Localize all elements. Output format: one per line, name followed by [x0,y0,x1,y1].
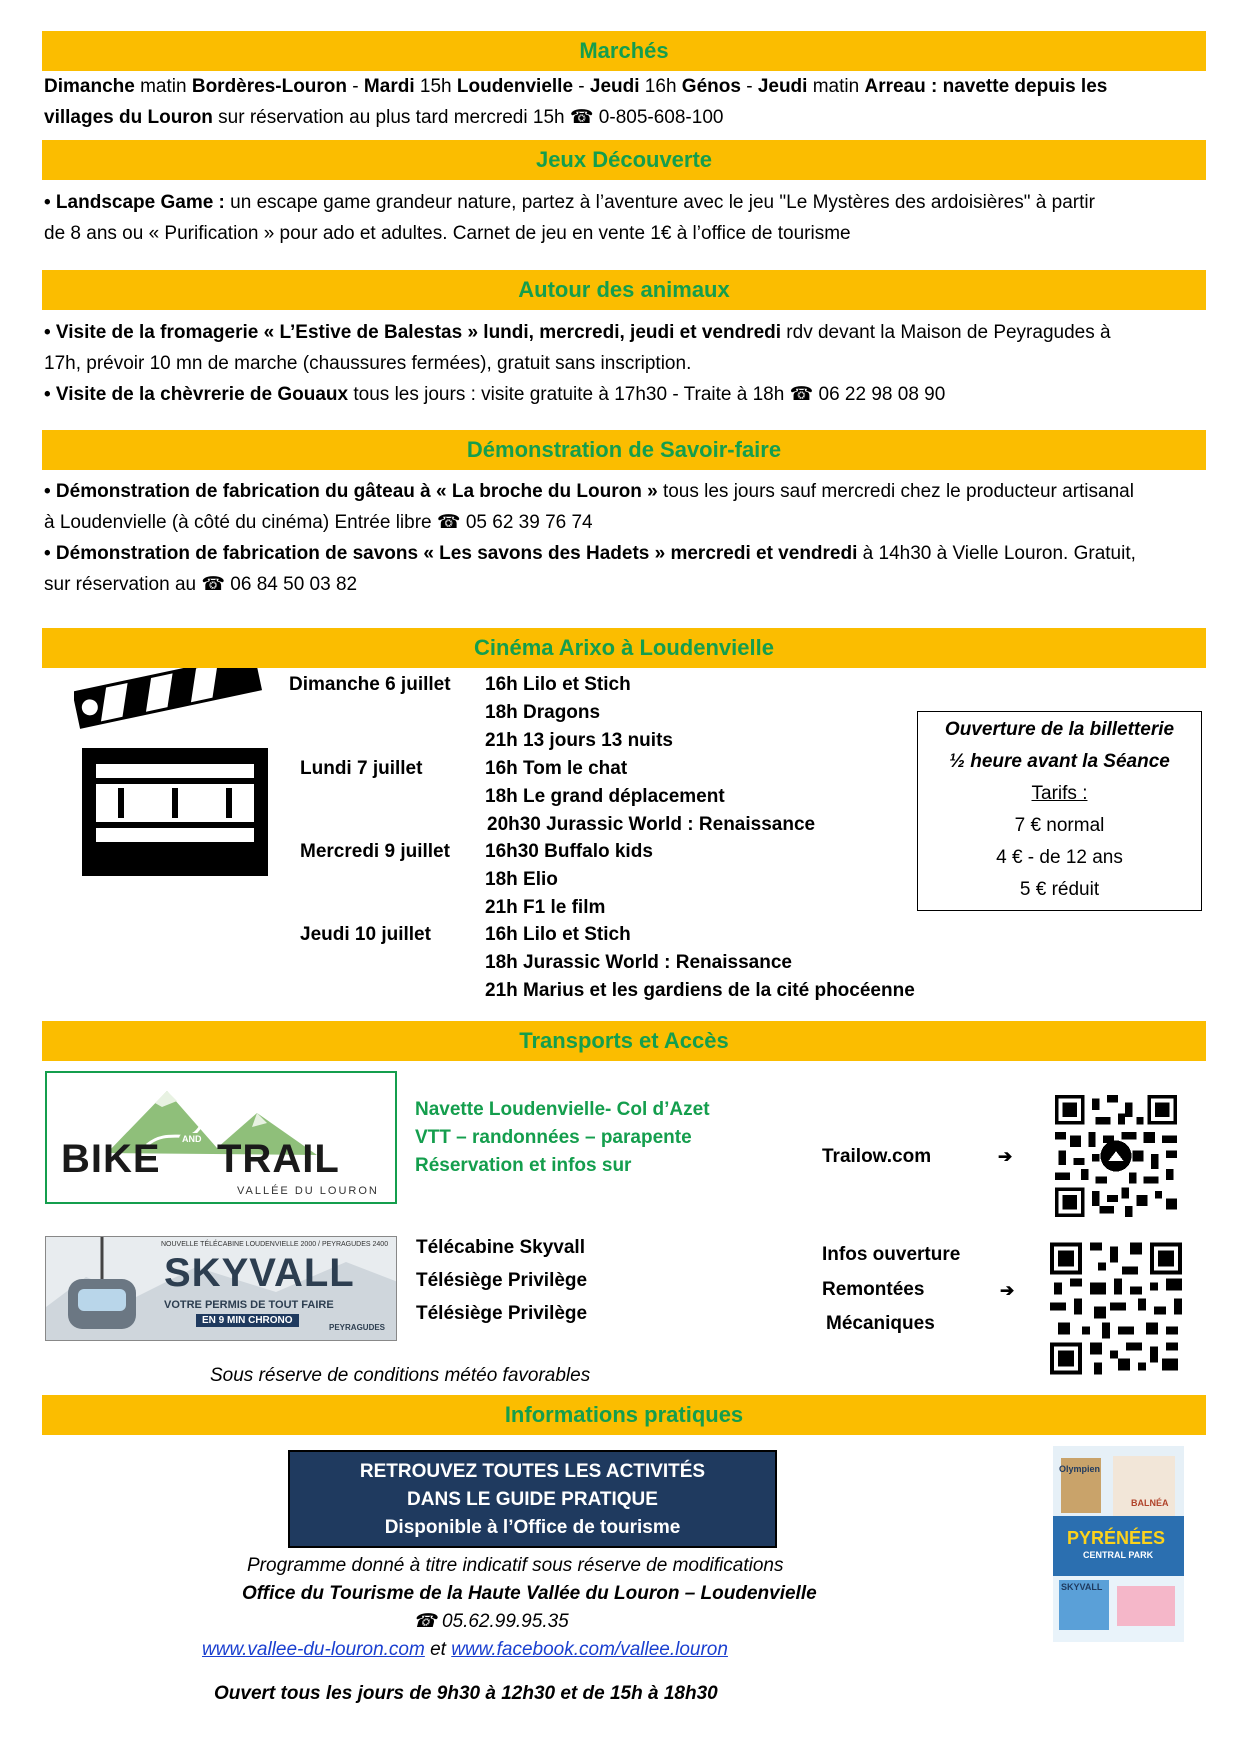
plain-text: 16h [639,76,682,97]
cinema-film: 18h Elio [485,869,558,890]
plain-text: tous les jours : visite gratuite à 17h30 - Traite à 18h ☎ 06 22 98 08 90 [348,384,946,405]
bike-and-trail-logo [45,1071,397,1204]
jeux-line-1 [44,187,1210,218]
plain-text: un escape game grandeur nature, partez à l’aventure avec le jeu "Le Mystères des ardoisières" à partir [224,192,1095,213]
box-line: 7 € normal [1014,815,1105,836]
links-line [202,1636,728,1664]
website-link[interactable]: www.vallee-du-louron.com [202,1639,425,1660]
clapperboard-icon [74,668,274,878]
plain-text: rdv devant la Maison de Peyragudes à [781,322,1111,343]
qr-code-trailow[interactable] [1050,1095,1182,1217]
cinema-film: 16h Tom le chat [485,758,628,779]
plain-text: - [573,76,590,97]
cinema-day: Mercredi 9 juillet [300,841,450,862]
guide-banner [288,1450,777,1548]
activities-text: VTT – randonnées – parapente [415,1127,692,1148]
box-line: Ouverture de la billetterie [944,719,1175,740]
skyvall-logo [45,1236,397,1341]
cinema-day: Jeudi 10 juillet [300,924,431,945]
arrow-right-icon: ➔ [998,1147,1013,1166]
bold-text: • Démonstration de fabrication de savons « Les savons des Hadets » mercredi et vendredi [44,543,858,564]
guide-cover-text: Olympien [1059,1464,1101,1474]
plain-text: tous les jours sauf mercredi chez le producteur artisanal [657,481,1134,502]
infos-ouverture-label: Infos ouverture [822,1244,961,1265]
bold-text: • Démonstration de fabrication du gâteau à « La broche du Louron » [44,481,658,502]
weather-disclaimer: Sous réserve de conditions météo favorables [210,1365,591,1386]
cinema-film: 21h 13 jours 13 nuits [485,730,673,751]
arrow-right-icon: ➔ [1000,1281,1015,1300]
bold-text: • Landscape Game : [44,192,225,213]
skyvall-chrono: EN 9 MIN CHRONO [196,1314,299,1327]
bold-text: Mardi [363,76,415,97]
lift-item: Télésiège Privilège [416,1270,588,1291]
demo-line-4 [44,569,1210,600]
section-header-animaux: Autour des animaux [42,270,1206,310]
bold-text: Arreau : navette depuis les [864,76,1108,97]
cinema-film: 18h Dragons [485,702,601,723]
guide-cover-text: SKYVALL [1061,1582,1103,1592]
plain-text: sur réservation au ☎ 06 84 50 03 82 [44,574,358,595]
plain-text: de 8 ans ou « Purification » pour ado et adultes. Carnet de jeu en vente 1€ à l’office de tourisme [44,223,851,244]
demo-line-2 [44,507,1210,538]
section-header-cinema: Cinéma Arixo à Loudenvielle [42,628,1206,668]
plain-text: à Loudenvielle (à côté du cinéma) Entrée libre ☎ 05 62 39 76 74 [44,512,593,533]
plain-text: - [740,76,758,97]
bold-text: Jeudi [589,76,640,97]
plain-text: sur réservation au plus tard mercredi 15h ☎ 0-805-608-100 [212,107,724,128]
guide-cover-text: CENTRAL PARK [1083,1550,1154,1560]
bold-text: Jeudi [757,76,808,97]
guide-cover-text: PYRÉNÉES [1067,1528,1166,1548]
section-header-infos: Informations pratiques [42,1395,1206,1435]
opening-hours: Ouvert tous les jours de 9h30 à 12h30 et de 15h à 18h30 [214,1683,718,1704]
box-line: 4 € - de 12 ans [996,847,1123,868]
bold-text: Bordères-Louron [191,76,348,97]
section-header-transports: Transports et Accès [42,1021,1206,1061]
marches-line-1 [44,71,1210,102]
shuttle-text: Navette Loudenvielle- Col d’Azet [415,1099,710,1120]
plain-text: - [347,76,364,97]
cinema-film: 18h Jurassic World : Renaissance [485,952,792,973]
guide-banner-line: Disponible à l’Office de tourisme [384,1517,681,1538]
links-separator: et [424,1639,452,1660]
animaux-line-3 [44,379,1210,410]
bold-text: villages du Louron [44,107,213,128]
mecaniques-label: Mécaniques [826,1313,935,1334]
bold-text: Loudenvielle [456,76,574,97]
qr-code-lifts[interactable] [1050,1240,1182,1377]
cinema-film: 16h Lilo et Stich [485,924,631,945]
bold-text: Dimanche [44,76,135,97]
logo-sub: VALLÉE DU LOURON [237,1185,379,1197]
plain-text: 15h [414,76,457,97]
plain-text: à 14h30 à Vielle Louron. Gratuit, [857,543,1136,564]
section-header-marches: Marchés [42,31,1206,71]
trailow-label: Trailow.com [822,1146,932,1167]
reservation-text: Réservation et infos sur [415,1155,632,1176]
bold-text: Génos [681,76,741,97]
cinema-film: 16h30 Buffalo kids [485,841,653,862]
jeux-text [44,187,1210,249]
office-name: Office du Tourisme de la Haute Vallée du Louron – Loudenvielle [242,1583,817,1604]
plain-text: matin [807,76,865,97]
plain-text: 17h, prévoir 10 mn de marche (chaussures fermées), gratuit sans inscription. [44,353,692,374]
office-phone: ☎ 05.62.99.95.35 [413,1611,569,1632]
guide-banner-line: DANS LE GUIDE PRATIQUE [407,1489,658,1510]
facebook-link[interactable]: www.facebook.com/vallee.louron [451,1639,728,1660]
program-disclaimer: Programme donné à titre indicatif sous réserve de modifications [247,1555,784,1576]
lift-item: Télésiège Privilège [416,1303,588,1324]
demo-text [44,476,1210,600]
guide-cover-text: BALNÉA [1131,1498,1169,1508]
cinema-film: 21h Marius et les gardiens de la cité phocéenne [485,980,915,1001]
cinema-day: Lundi 7 juillet [300,758,423,779]
remontees-label: Remontées [822,1279,925,1300]
animaux-text [44,317,1210,410]
bold-text: • Visite de la chèvrerie de Gouaux [44,384,349,405]
logo-bike: BIKE [61,1137,161,1181]
skyvall-title: SKYVALL [164,1251,355,1295]
bold-text: • Visite de la fromagerie « L’Estive de Balestas » lundi, mercredi, jeudi et vendredi [44,322,782,343]
cinema-day: Dimanche 6 juillet [289,674,451,695]
marches-text [44,71,1210,133]
peyragudes-logo: PEYRAGUDES [329,1323,386,1332]
guide-banner-line: RETROUVEZ TOUTES LES ACTIVITÉS [359,1461,706,1482]
box-tarifs: Tarifs : [1031,783,1088,804]
demo-line-3 [44,538,1210,569]
cinema-film: 18h Le grand déplacement [485,786,725,807]
demo-line-1 [44,476,1210,507]
lift-item: Télécabine Skyvall [416,1237,585,1258]
cinema-film: 21h F1 le film [485,897,606,918]
cinema-film: 20h30 Jurassic World : Renaissance [487,814,816,835]
cinema-film: 16h Lilo et Stich [485,674,631,695]
logo-trail: TRAIL [217,1137,340,1181]
section-header-demo: Démonstration de Savoir-faire [42,430,1206,470]
plain-text: matin [134,76,192,97]
skyvall-sub: VOTRE PERMIS DE TOUT FAIRE [164,1299,334,1311]
animaux-line-1 [44,317,1210,348]
logo-and: AND [179,1133,205,1145]
marches-line-2 [44,102,1210,133]
skyvall-top: NOUVELLE TÉLÉCABINE LOUDENVIELLE 2000 / PEYRAGUDES 2400 [161,1241,389,1248]
ticket-info-box [917,711,1202,911]
box-line: ½ heure avant la Séance [949,751,1170,772]
jeux-line-2 [44,218,1210,249]
box-line: 5 € réduit [1019,879,1100,900]
section-header-jeux: Jeux Découverte [42,140,1206,180]
animaux-line-2 [44,348,1210,379]
guide-cover-image [1053,1446,1184,1642]
